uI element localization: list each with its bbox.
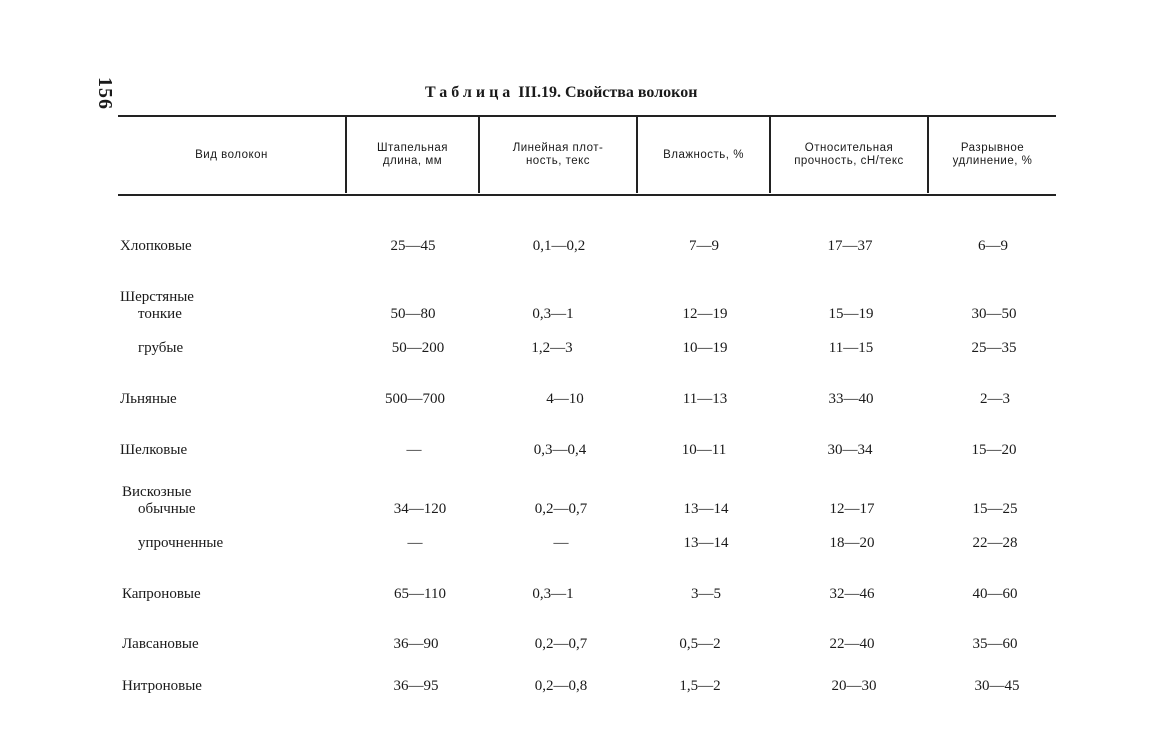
cell-linear-density: 0,3—1 bbox=[532, 586, 574, 602]
row-name: Хлопковые bbox=[120, 238, 192, 254]
cell-moisture: 10—11 bbox=[681, 442, 727, 458]
cell-relative-strength: 15—19 bbox=[828, 306, 874, 322]
cell-relative-strength: 32—46 bbox=[829, 586, 875, 602]
cell-linear-density: 0,2—0,7 bbox=[534, 501, 588, 517]
row-group-name: Шерстяные bbox=[120, 289, 194, 305]
cell-relative-strength: 33—40 bbox=[828, 391, 874, 407]
cell-linear-density: 0,2—0,8 bbox=[534, 678, 588, 694]
cell-moisture: 0,5—2 bbox=[679, 636, 721, 652]
cell-elongation: 2—3 bbox=[980, 391, 1010, 407]
cell-elongation: 6—9 bbox=[978, 238, 1008, 254]
cell-staple-length: 25—45 bbox=[390, 238, 436, 254]
cell-relative-strength: 22—40 bbox=[829, 636, 875, 652]
cell-elongation: 35—60 bbox=[972, 636, 1018, 652]
header-staple-length-line2: длина, мм bbox=[382, 155, 443, 167]
header-moisture bbox=[638, 116, 769, 194]
cell-staple-length: 65—110 bbox=[394, 586, 446, 602]
cell-relative-strength: 12—17 bbox=[829, 501, 875, 517]
header-relative-strength bbox=[771, 116, 927, 194]
cell-staple-length: 36—95 bbox=[393, 678, 439, 694]
cell-elongation: 30—45 bbox=[974, 678, 1020, 694]
cell-staple-length: — bbox=[406, 442, 422, 458]
header-relative-strength-line2: прочность, сН/текс bbox=[794, 155, 904, 167]
row-subname: грубые bbox=[138, 340, 184, 356]
header-linear-density-line2: ность, текс bbox=[525, 155, 591, 167]
cell-relative-strength: 30—34 bbox=[827, 442, 873, 458]
cell-elongation: 30—50 bbox=[971, 306, 1017, 322]
header-elongation-line2: удлинение, % bbox=[952, 155, 1033, 167]
cell-linear-density: 0,3—0,4 bbox=[533, 442, 587, 458]
header-moisture-text: Влажность, % bbox=[663, 148, 744, 161]
cell-elongation: 40—60 bbox=[972, 586, 1018, 602]
row-subname: упрочненные bbox=[138, 535, 224, 551]
cell-staple-length: 34—120 bbox=[393, 501, 447, 517]
cell-staple-length: 36—90 bbox=[393, 636, 439, 652]
table-header-bottom-rule bbox=[118, 194, 1056, 196]
cell-relative-strength: 18—20 bbox=[829, 535, 875, 551]
cell-linear-density: — bbox=[553, 535, 569, 551]
cell-elongation: 15—20 bbox=[971, 442, 1017, 458]
cell-moisture: 1,5—2 bbox=[679, 678, 721, 694]
cell-relative-strength: 11—15 bbox=[828, 340, 874, 356]
table-title-name: III.19. Свойства волокон bbox=[518, 84, 698, 101]
cell-linear-density: 0,2—0,7 bbox=[534, 636, 588, 652]
row-name: Шелковые bbox=[120, 442, 188, 458]
cell-moisture: 13—14 bbox=[683, 535, 729, 551]
cell-linear-density: 4—10 bbox=[546, 391, 584, 407]
cell-relative-strength: 17—37 bbox=[827, 238, 873, 254]
row-name: Льняные bbox=[120, 391, 177, 407]
cell-elongation: 25—35 bbox=[971, 340, 1017, 356]
row-name: Нитроновые bbox=[122, 678, 202, 694]
row-subname: обычные bbox=[138, 501, 196, 517]
cell-moisture: 7—9 bbox=[689, 238, 719, 254]
cell-staple-length: — bbox=[407, 535, 423, 551]
cell-elongation: 15—25 bbox=[972, 501, 1018, 517]
cell-moisture: 13—14 bbox=[683, 501, 729, 517]
row-subname: тонкие bbox=[138, 306, 182, 322]
cell-staple-length: 50—80 bbox=[390, 306, 436, 322]
row-group-name: Вискозные bbox=[122, 484, 192, 500]
table-title-label: Таблица bbox=[425, 84, 515, 101]
header-staple-length bbox=[347, 116, 478, 194]
cell-linear-density: 0,1—0,2 bbox=[532, 238, 586, 254]
header-elongation-line1: Разрывное bbox=[960, 142, 1025, 154]
cell-moisture: 12—19 bbox=[682, 306, 728, 322]
cell-elongation: 22—28 bbox=[972, 535, 1018, 551]
cell-staple-length: 500—700 bbox=[385, 391, 445, 407]
header-elongation bbox=[929, 116, 1056, 194]
cell-moisture: 10—19 bbox=[682, 340, 728, 356]
cell-moisture: 11—13 bbox=[682, 391, 728, 407]
cell-relative-strength: 20—30 bbox=[831, 678, 877, 694]
header-staple-length-line1: Штапельная bbox=[377, 142, 448, 154]
table-title bbox=[425, 84, 697, 102]
header-fiber-type bbox=[118, 116, 345, 194]
row-name: Лавсановые bbox=[122, 636, 199, 652]
header-linear-density bbox=[480, 116, 636, 194]
row-name: Капроновые bbox=[122, 586, 201, 602]
cell-moisture: 3—5 bbox=[691, 586, 721, 602]
cell-staple-length: 50—200 bbox=[391, 340, 445, 356]
header-linear-density-line1: Линейная плот- bbox=[512, 142, 604, 154]
header-relative-strength-line1: Относительная bbox=[804, 142, 894, 154]
header-fiber-type-text: Вид волокон bbox=[195, 148, 268, 161]
cell-linear-density: 1,2—3 bbox=[531, 340, 573, 356]
cell-linear-density: 0,3—1 bbox=[532, 306, 574, 322]
page-number: 156 bbox=[94, 77, 116, 110]
